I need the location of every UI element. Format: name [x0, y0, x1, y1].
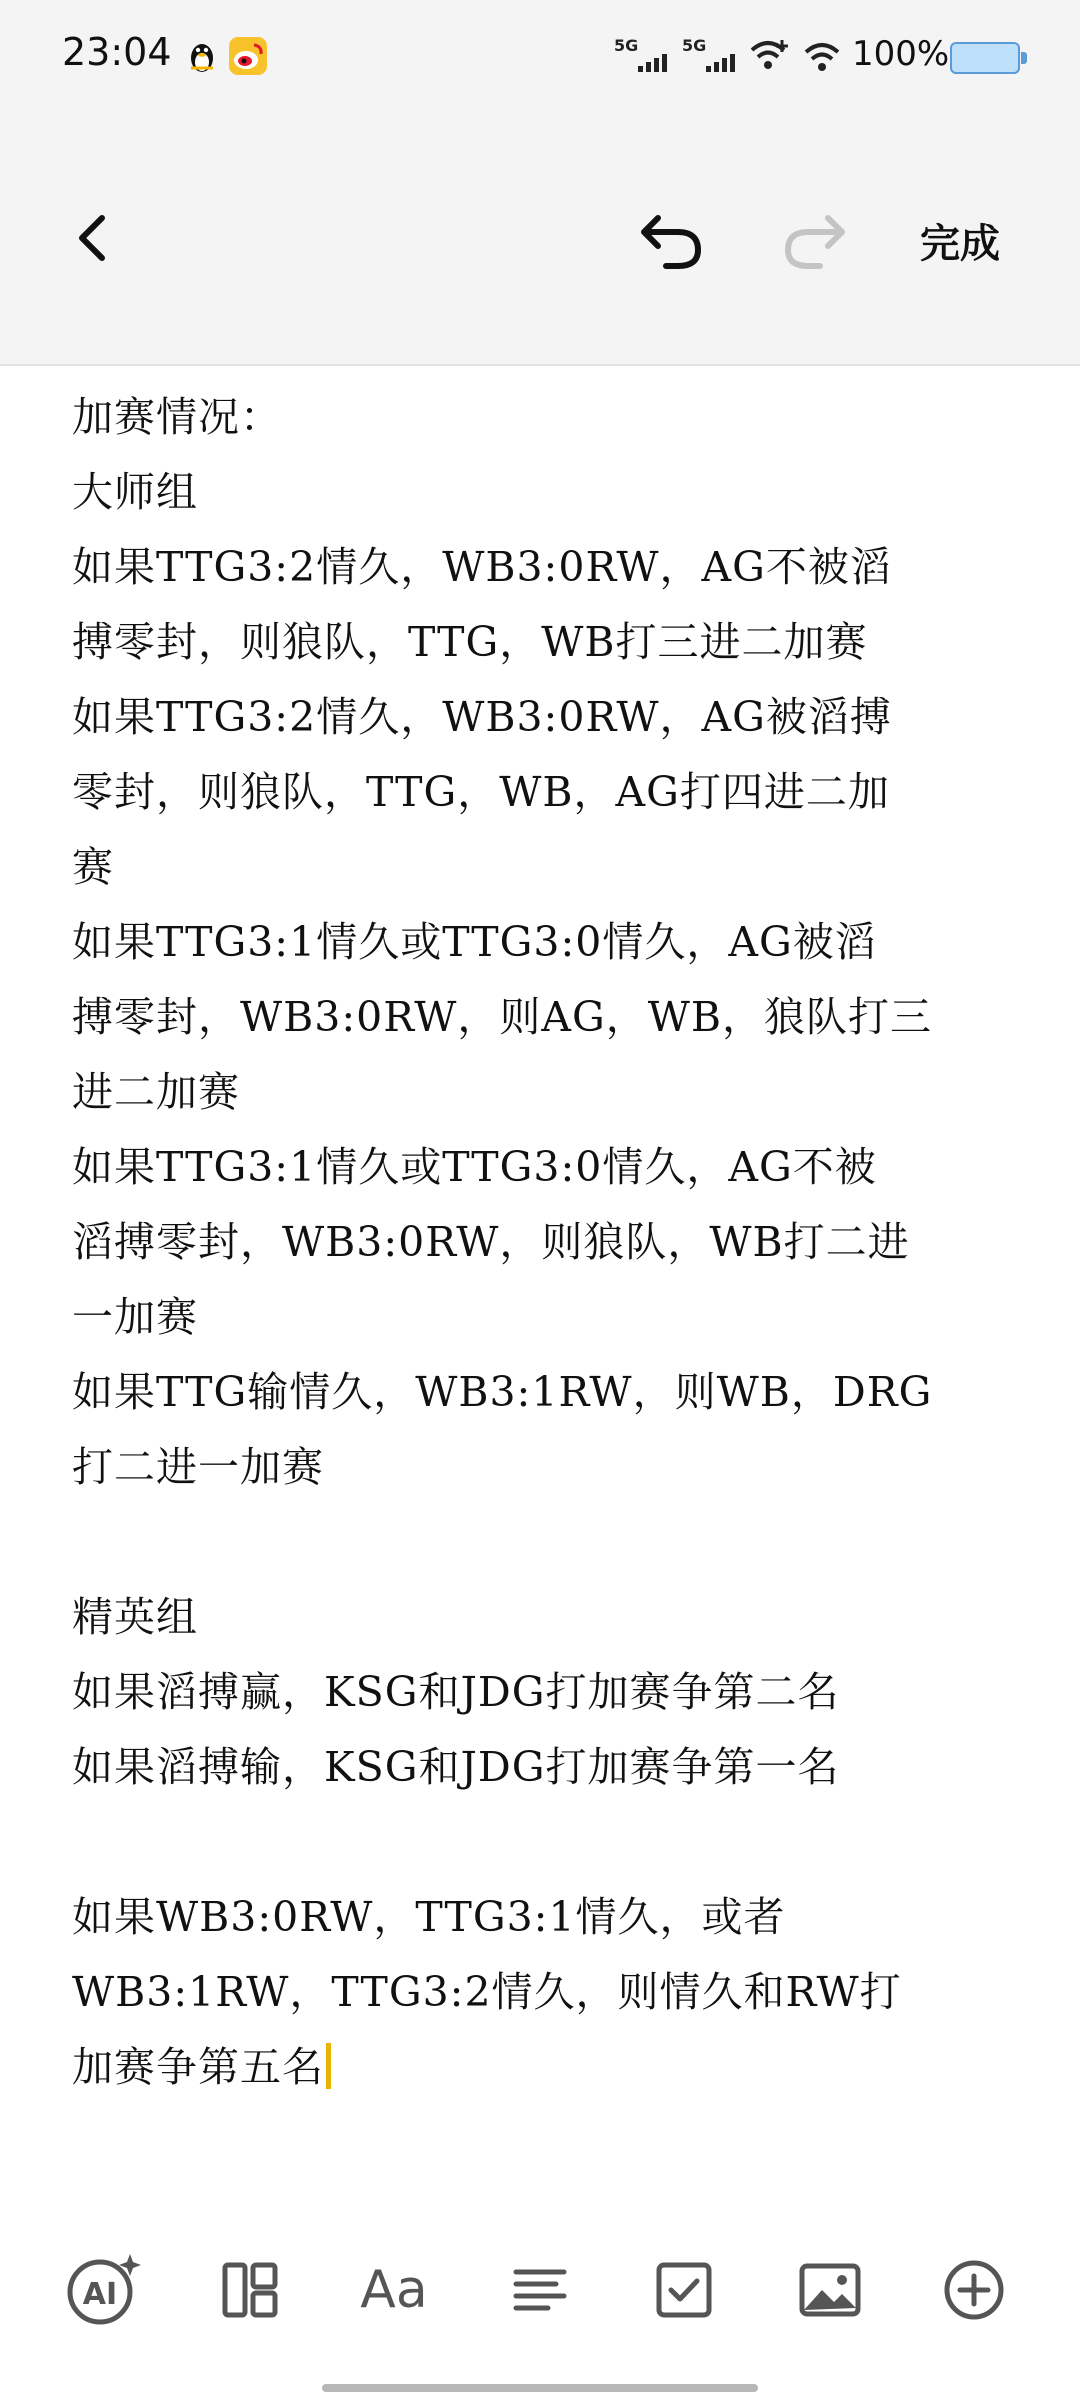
redo-icon	[778, 204, 850, 276]
signal-icon-2	[704, 50, 738, 74]
header	[0, 0, 1080, 366]
note-line: 精英组	[72, 1593, 198, 1641]
back-icon	[64, 208, 124, 268]
note-line: 如果TTG3:2情久，WB3:0RW，AG被滔搏	[72, 693, 892, 741]
note-line: 如果TTG3:1情久或TTG3:0情久，AG被滔	[72, 918, 877, 966]
status-bar	[0, 0, 1080, 110]
qq-icon	[182, 36, 222, 76]
note-line: 如果滔搏赢，KSG和JDG打加赛争第二名	[72, 1668, 840, 1716]
text-cursor	[326, 2043, 331, 2089]
note-line: 打二进一加赛	[72, 1443, 324, 1491]
done-button[interactable]: 完成	[920, 221, 1000, 267]
battery-icon	[950, 42, 1020, 74]
note-line: 零封，则狼队，TTG，WB，AG打四进二加	[72, 768, 890, 816]
checklist-icon	[654, 2260, 714, 2320]
note-line: 进二加赛	[72, 1068, 240, 1116]
note-editor[interactable]	[72, 380, 1012, 2105]
status-time: 23:04	[62, 30, 172, 74]
note-line: 如果TTG3:2情久，WB3:0RW，AG不被滔	[72, 543, 892, 591]
align-icon	[510, 2260, 570, 2320]
undo-button[interactable]	[636, 204, 708, 276]
home-indicator[interactable]	[322, 2384, 758, 2392]
battery-percent: 100%	[852, 34, 950, 74]
text-format-icon: Aa	[360, 2260, 428, 2320]
image-icon	[798, 2260, 862, 2320]
note-line: 如果TTG输情久，WB3:1RW，则WB，DRG	[72, 1368, 933, 1416]
signal-icon	[636, 50, 670, 74]
note-line: 大师组	[72, 468, 198, 516]
note-line	[72, 1505, 1012, 1580]
network-label-2: 5G	[682, 36, 707, 55]
note-line: 搏零封，则狼队，TTG，WB打三进二加赛	[72, 618, 868, 666]
note-line	[72, 1805, 1012, 1880]
layout-icon	[220, 2260, 280, 2320]
note-line: 一加赛	[72, 1293, 198, 1341]
add-icon	[942, 2258, 1006, 2322]
ai-button[interactable]	[54, 2240, 154, 2340]
wifi-icon	[804, 40, 840, 74]
layout-button[interactable]	[200, 2240, 300, 2340]
svg-text:AI: AI	[82, 2277, 118, 2312]
align-button[interactable]	[490, 2240, 590, 2340]
note-line: 如果TTG3:1情久或TTG3:0情久，AG不被	[72, 1143, 877, 1191]
note-line: 赛	[72, 843, 114, 891]
note-line: 加赛情况：	[72, 393, 282, 441]
note-line: 滔搏零封，WB3:0RW，则狼队，WB打二进	[72, 1218, 910, 1266]
ai-icon	[62, 2248, 146, 2332]
checklist-button[interactable]	[634, 2240, 734, 2340]
redo-button[interactable]	[778, 204, 850, 276]
note-line: 如果滔搏输，KSG和JDG打加赛争第一名	[72, 1743, 840, 1791]
undo-icon	[636, 204, 708, 276]
text-format-button[interactable]	[344, 2240, 444, 2340]
bottom-toolbar	[0, 2240, 1080, 2360]
note-line: WB3:1RW，TTG3:2情久，则情久和RW打	[72, 1968, 902, 2016]
note-line: 加赛争第五名	[72, 2030, 1012, 2105]
note-line: 搏零封，WB3:0RW，则AG，WB，狼队打三	[72, 993, 932, 1041]
hotspot-icon	[748, 36, 794, 76]
image-button[interactable]	[780, 2240, 880, 2340]
network-label-1: 5G	[614, 36, 639, 55]
weibo-icon	[228, 36, 268, 76]
back-button[interactable]	[64, 208, 124, 268]
add-button[interactable]	[924, 2240, 1024, 2340]
note-line: 如果WB3:0RW，TTG3:1情久，或者	[72, 1893, 786, 1941]
